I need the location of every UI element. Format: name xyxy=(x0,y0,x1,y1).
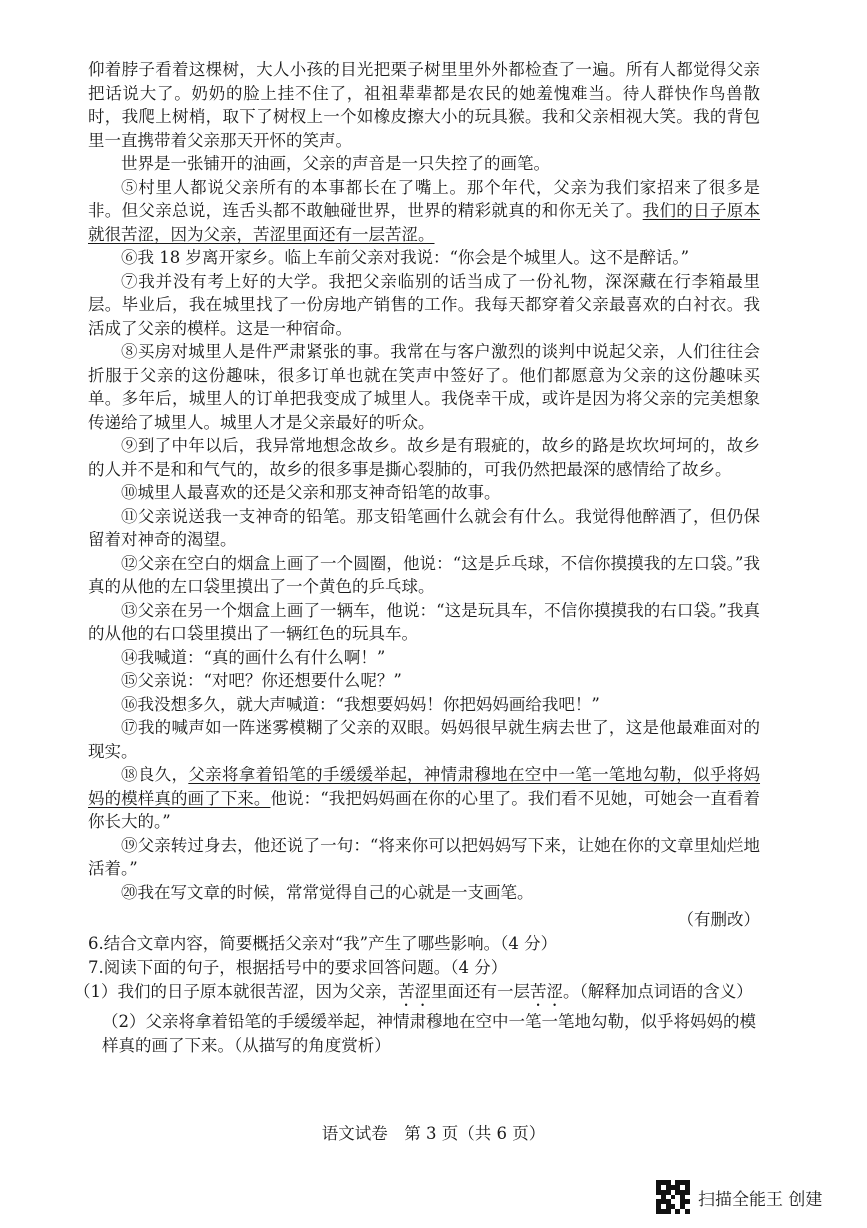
paragraph-5-text: ⑤村里人都说父亲所有的本事都长在了嘴上。那个年代，父亲为我们家招来了很多是非。但父亲总说，连舌头都不敢触碰世界，世界的精彩就真的和你无关了。 xyxy=(88,177,760,220)
paragraph-16: ⑯我没想多久，就大声喊道：“我想要妈妈！你把妈妈画给我吧！” xyxy=(121,694,600,714)
q7-1-dotted-word-2: 苦涩 xyxy=(530,982,563,1001)
article-body xyxy=(74,58,761,1058)
paragraph-10: ⑩城里人最喜欢的还是父亲和那支神奇铅笔的故事。 xyxy=(121,483,501,502)
paragraph-9: ⑨到了中年以后，我异常地想念故乡。故乡是有瑕疵的，故乡的路是坎坎坷坷的，故乡的人并不是和和气气的，故乡的很多事是撕心裂肺的，可我仍然把最深的感情给了故乡。 xyxy=(88,436,760,479)
paragraph-18-text: 他说：“我把妈妈画在你的心里了。我们看不见她，可她会一直看着你长大的。” xyxy=(88,788,761,831)
question-7-2: （2）父亲将拿着铅笔的手缓缓举起，神情肃穆地在空中一笔一笔地勾勒，似乎将妈妈的模样真的画了下来。（从描写的角度赏析） xyxy=(102,1012,756,1055)
paragraph-14: ⑭我喊道：“真的画什么有什么啊！” xyxy=(121,647,386,667)
question-7: 7.阅读下面的句子，根据括号中的要求回答问题。（4 分） xyxy=(88,958,508,977)
page-footer: 语文试卷 第 3 页（共 6 页） xyxy=(321,1124,546,1143)
paragraph-4: 世界是一张铺开的油画，父亲的声音是一只失控了的画笔。 xyxy=(121,154,550,173)
paragraph-15: ⑮父亲说：“对吧？你还想要什么呢？” xyxy=(121,671,402,690)
paragraph-18-underlined-sentence: 父亲将拿着铅笔的手缓缓举起，神情肃穆地在空中一笔一笔地勾勒，似乎将妈妈的模样真的画了下来。 xyxy=(88,765,761,808)
paragraph-18-lead: ⑱良久， xyxy=(121,765,189,784)
paragraph-20: ⑳我在写文章的时候，常常觉得自己的心就是一支画笔。 xyxy=(121,882,534,902)
paragraph-18 xyxy=(88,763,760,834)
paragraph-12: ⑫父亲在空白的烟盒上画了一个圆圈，他说：“这是乒乓球，不信你摸摸我的左口袋。”我真的从他的左口袋里摸出了一个黄色的乒乓球。 xyxy=(88,553,760,596)
q7-1-part-b: 里面还有一层 xyxy=(431,982,530,1001)
scanner-label: 扫描全能王 创建 xyxy=(698,1189,823,1210)
paragraph-17: ⑰我的喊声如一阵迷雾模糊了父亲的双眼。妈妈很早就生病去世了，这是他最难面对的现实。 xyxy=(88,718,760,761)
paragraph-13: ⑬父亲在另一个烟盒上画了一辆车，他说：“这是玩具车，不信你摸摸我的右口袋。”我真的从他的右口袋里摸出了一辆红色的玩具车。 xyxy=(88,600,760,643)
qr-code-icon xyxy=(656,1180,690,1214)
q7-1-dotted-word-1: 苦涩 xyxy=(398,982,431,1001)
scanner-watermark xyxy=(656,1180,822,1214)
question-6: 6.结合文章内容，简要概括父亲对“我”产生了哪些影响。（4 分） xyxy=(88,934,558,953)
paragraph-8: ⑧买房对城里人是件严肃紧张的事。我常在与客户激烈的谈判中说起父亲，人们往往会折服于父亲的这份趣味，很多订单也就在笑声中签好了。他们都愿意为父亲的这份趣味买单。多年后，城里人的订单把我变成了城里人。我侥幸干成，或许是因为将父亲的完美想象传递给了城里人。城里人才是父亲最好的听众。 xyxy=(88,342,760,432)
q7-1-part-c: 。（解释加点词语的含义） xyxy=(563,982,753,1001)
paragraph-19: ⑲父亲转过身去，他还说了一句：“将来你可以把妈妈写下来，让她在你的文章里灿烂地活着。” xyxy=(88,835,760,878)
edit-note: （有删改） xyxy=(677,910,760,929)
question-7-1 xyxy=(74,980,760,1010)
paragraph-6: ⑥我 18 岁离开家乡。临上车前父亲对我说：“你会是个城里人。这不是醉话。” xyxy=(121,248,690,267)
paragraph-5 xyxy=(88,176,760,247)
paragraph-7: ⑦我并没有考上好的大学。我把父亲临别的话当成了一份礼物，深深藏在行李箱最里层。毕业后，我在城里找了一份房地产销售的工作。我每天都穿着父亲最喜欢的白衬衣。我活成了父亲的模样。这是一种宿命。 xyxy=(88,271,760,338)
paragraph-5-underlined-sentence: 我们的日子原本就很苦涩，因为父亲，苦涩里面还有一层苦涩。 xyxy=(88,201,761,244)
paragraph-continued: 仰着脖子看着这棵树，大人小孩的目光把栗子树里里外外都检查了一遍。所有人都觉得父亲把话说大了。奶奶的脸上挂不住了，祖祖辈辈都是农民的她羞愧难当。待人群快作鸟兽散时，我爬上树梢，取下了树杈上一个如橡皮擦大小的玩具猴。我和父亲相视大笑。我的背包里一直携带着父亲那天开怀的笑声。 xyxy=(88,60,760,150)
q7-1-part-a: （1）我们的日子原本就很苦涩，因为父亲， xyxy=(74,982,398,1001)
paragraph-11: ⑪父亲说送我一支神奇的铅笔。那支铅笔画什么就会有什么。我觉得他醉酒了，但仍保留着对神奇的渴望。 xyxy=(88,506,760,549)
